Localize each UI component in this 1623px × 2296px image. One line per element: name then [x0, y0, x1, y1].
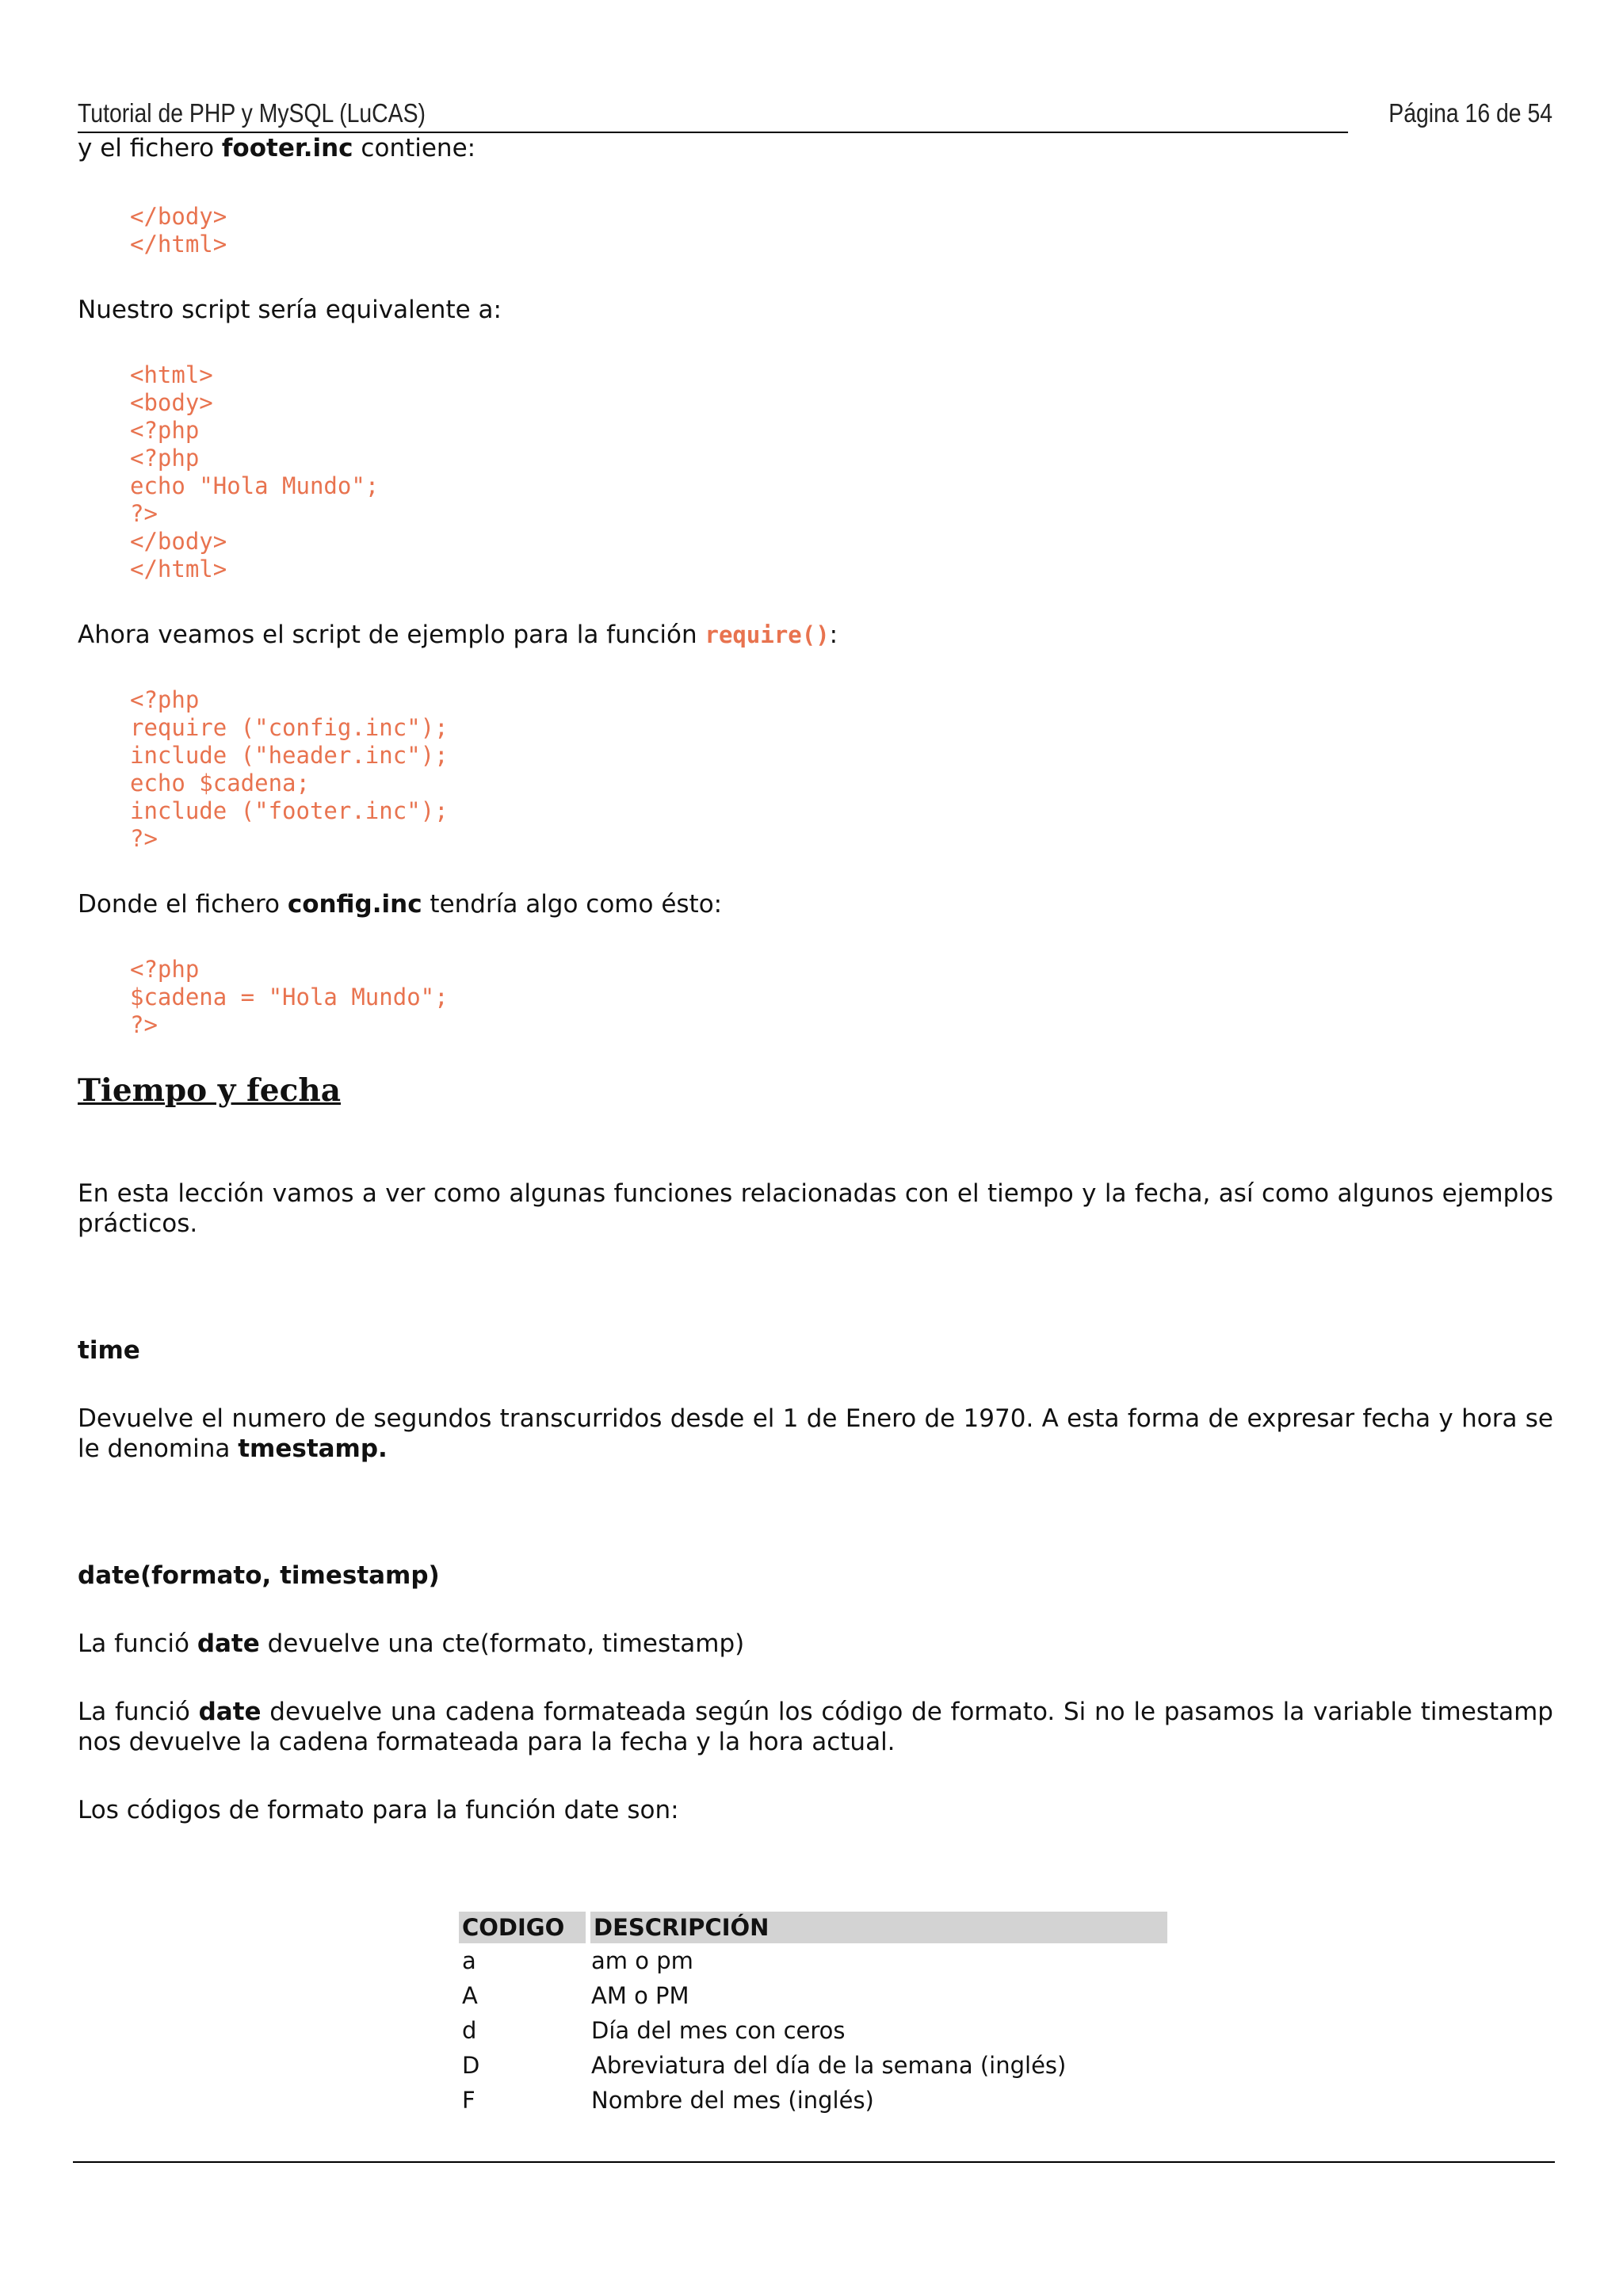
table-row — [459, 2083, 1167, 2118]
column-header-description: DESCRIPCIÓN — [588, 1912, 1167, 1943]
code-line: ?> — [130, 825, 158, 852]
table-cell-description: Nombre del mes (inglés) — [591, 2087, 874, 2114]
text: y el fichero — [78, 134, 222, 162]
text: tendría algo como ésto: — [422, 890, 723, 919]
text: : — [829, 621, 838, 649]
bold-filename: footer.inc — [221, 134, 353, 162]
bold-term: date — [198, 1698, 262, 1726]
subheading-date: date(formato, timestamp) — [78, 1561, 440, 1590]
table-cell-description: AM o PM — [591, 1982, 689, 2009]
code-line: $cadena = "Hola Mundo"; — [130, 984, 449, 1010]
code-block-equivalent — [78, 361, 1553, 583]
paragraph-date-2 — [78, 1697, 1553, 1757]
format-codes-table — [459, 1912, 1167, 2118]
code-line: </html> — [130, 231, 227, 258]
text: devuelve una cte(formato, timestamp) — [259, 1629, 745, 1658]
page-header — [78, 95, 1553, 133]
table-header-row — [459, 1912, 1167, 1943]
code-line: <?php — [130, 956, 200, 983]
code-line: include ("header.inc"); — [130, 742, 449, 769]
column-header-code: CODIGO — [459, 1912, 588, 1943]
text: La funció — [78, 1698, 199, 1726]
document-body — [78, 133, 1553, 1825]
code-block-require — [78, 686, 1553, 853]
code-line: echo $cadena; — [130, 770, 310, 797]
text: Ahora veamos el script de ejemplo para la función — [78, 621, 705, 649]
text: Donde el fichero — [78, 890, 288, 919]
text: La funció — [78, 1629, 197, 1658]
table-row — [459, 2013, 1167, 2048]
table-cell-code: d — [462, 2017, 477, 2044]
table-row — [459, 1978, 1167, 2013]
paragraph-intro: En esta lección vamos a ver como algunas funciones relacionadas con el tiempo y la fecha, así como algunos ejemplos prácticos. — [78, 1179, 1553, 1238]
bold-term: date — [197, 1629, 260, 1658]
inline-code-require: require() — [705, 621, 830, 648]
paragraph-footer-file — [78, 133, 1553, 163]
table-row — [459, 1943, 1167, 1978]
code-line: ?> — [130, 1011, 158, 1038]
text: devuelve una cadena formateada según los código de formato. Si no le pasamos la variable timestamp nos devuelve la cadena formateada para la fecha y la hora actual. — [78, 1698, 1553, 1756]
header-page-number: Página 16 de 54 — [1388, 98, 1553, 128]
code-line: echo "Hola Mundo"; — [130, 472, 380, 499]
table-cell-code: a — [462, 1947, 476, 1974]
table-cell-code: A — [462, 1982, 478, 2009]
text: Devuelve el numero de segundos transcurridos desde el 1 de Enero de 1970. A esta forma de expresar fecha y hora se le denomina — [78, 1404, 1553, 1463]
table-cell-code: D — [462, 2052, 480, 2079]
code-line: <body> — [130, 389, 213, 416]
table-row — [459, 2048, 1167, 2083]
code-line: </body> — [130, 203, 227, 230]
code-line: <?php — [130, 686, 200, 713]
paragraph-require — [78, 620, 1553, 650]
paragraph-time — [78, 1404, 1553, 1464]
code-line: </html> — [130, 556, 227, 583]
code-line: <?php — [130, 417, 200, 444]
footer-divider — [73, 2161, 1555, 2163]
paragraph-codes: Los códigos de formato para la función date son: — [78, 1796, 679, 1824]
code-line: <html> — [130, 361, 213, 388]
header-title: Tutorial de PHP y MySQL (LuCAS) — [78, 98, 426, 128]
text: contiene: — [353, 134, 476, 162]
paragraph-equivalent: Nuestro script sería equivalente a: — [78, 296, 502, 324]
subheading-time: time — [78, 1336, 140, 1365]
code-block-config — [78, 956, 1553, 1039]
table-cell-code: F — [462, 2087, 475, 2114]
code-line: require ("config.inc"); — [130, 714, 449, 741]
code-line: include ("footer.inc"); — [130, 797, 449, 824]
code-line: ?> — [130, 500, 158, 527]
table-cell-description: Abreviatura del día de la semana (inglés) — [591, 2052, 1067, 2079]
bold-term: tmestamp. — [238, 1435, 388, 1463]
section-title: Tiempo y fecha — [78, 1072, 341, 1109]
code-line: </body> — [130, 528, 227, 555]
paragraph-config — [78, 889, 1553, 919]
code-block-footer — [78, 203, 1553, 258]
table-cell-description: am o pm — [591, 1947, 693, 1974]
bold-filename: config.inc — [287, 890, 422, 919]
code-line: <?php — [130, 445, 200, 472]
table-cell-description: Día del mes con ceros — [591, 2017, 846, 2044]
paragraph-date-1 — [78, 1629, 1553, 1659]
